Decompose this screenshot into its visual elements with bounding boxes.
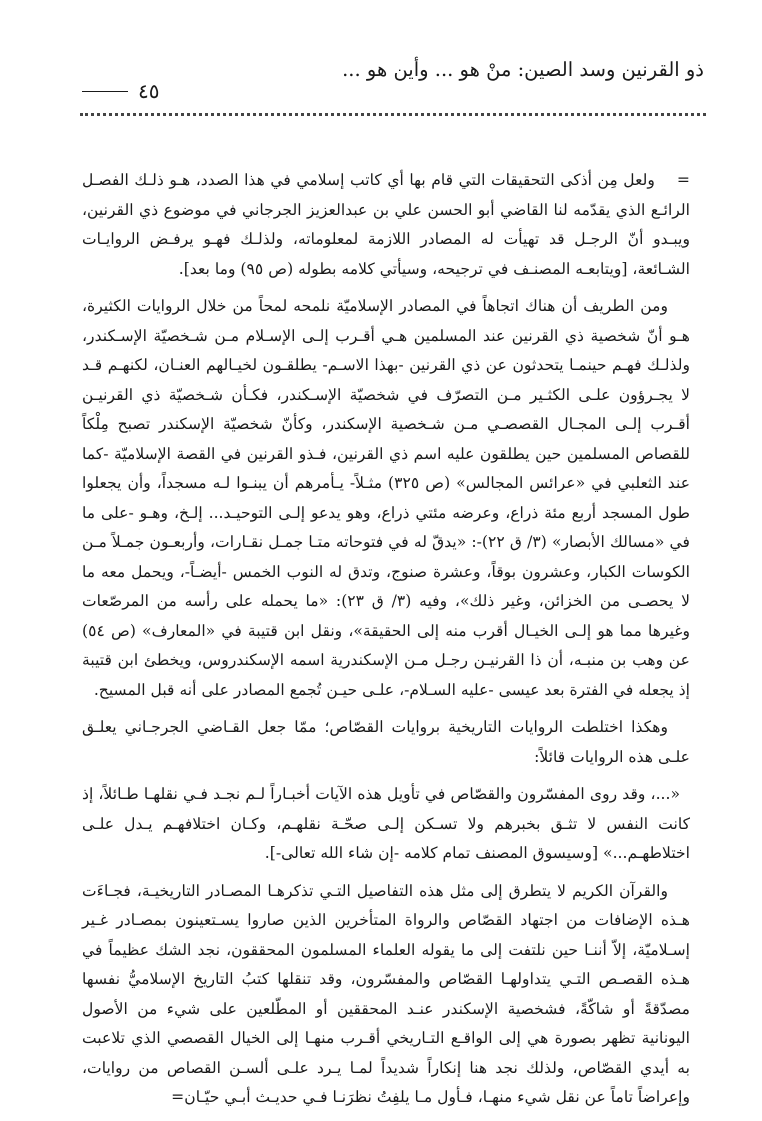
paragraph-text: ولعل مِن أذكى التحقيقات التي قام بها أي كاتب إسلامي في هذا الصدد، هـو ذلـك الفصـل الرائـع الذي يقدّمه لنا القاضي أبو الحسن علي بن عبدالعزيز الجرجاني في موضوع ذي القرنين، ويبـدو أنّ الرجـل قد تهيأت له المصادر اللازمة لمعلوماته، ولذلـك فهـو يرفـض الروايـات الشـائعة، [ويتابعـه المصنـف في ترجيحه، وسيأتي كلامه بطوله (ص ٩٥) وما بعد]. xyxy=(82,171,690,278)
page-number: ٤٥ xyxy=(138,79,160,103)
header-dotted-rule xyxy=(80,113,706,116)
continuation-mark: = xyxy=(676,171,690,189)
page-number-dash xyxy=(82,91,128,92)
running-header-title: ذو القرنين وسد الصين: منْ هو ... وأين هو ... xyxy=(342,58,704,81)
paragraph-text: والقرآن الكريم لا يتطرق إلى مثل هذه التفاصيل التـي تذكرهـا المصـادر التاريخيـة، فجـاءَت هـذه الإضافات من اجتهاد القصّاص والرواة المتأخرين الذين صاروا يسـتعينون بمصـادر غـير إسـلاميّة، إلاّ أننـا حين نلتفت إلى ما يقوله العلماء المسلمون المحققون، نجد الشك عظيماً في هـذه القصـص التـي يتداولهـا القصّاص والمفسّرون، وقد تنقلها كتبُ التاريخ الإسلاميُّ نفسها مصدّقةً أو شاكّةً، فشخصية الإسكندر عنـد المحققين أو المطّلعين على شيء من الأصول اليونانية تظهر بصورة هي إلى الواقـع التـاريخي أقـرب منهـا إلى الخيال القصصي الذي تلاعبت به أيدي القصّاص، ولذلك نجد هنا إنكاراً شديداً لمـا يـرد علـى ألسـن القصاص من روايات، وإعراضاً تاماً عن نقل شيء منهـا، فـأول مـا يلفِتُ نظرَنـا فـي حديـث أبـي حيّـان= xyxy=(82,881,690,1106)
body-text xyxy=(82,166,690,1121)
paragraph xyxy=(82,877,690,1113)
paragraph xyxy=(82,292,690,705)
quoted-paragraph xyxy=(82,780,690,869)
page-number-block xyxy=(82,81,159,101)
paragraph xyxy=(82,713,690,772)
paragraph-text: ومن الطريف أن هناك اتجاهاً في المصادر الإسلاميّة نلمحه لمحاً من خلال الروايات الكثيرة، هـو أنّ شخصية ذي القرنين عند المسلمين هـي أقـرب إلـى الإسـلام مـن شـخصيّة الإسـكندر، ولذلـك فهـم حينمـا يتحدثون عن ذي القرنين -بهذا الاسـم- يطلقـون لخيـالهم العنـان، لكنهـم قـد لا يجـرؤون علـى الكثـير مـن التصرّف في شخصيّة الإسـكندر، فكـأن شـخصيّة ذي القرنيـن أقـرب إلـى المجـال القصصـي مـن شـخصية الإسكندر، وكأنّ شخصيّة الإسكندر تصبح مِلْكاً للقصاص المسلمين حين يطلقون عليه اسم ذي القرنين، فـذو القرنين في القصة الإسلاميّة -كما عند الثعلبي في «عرائس المجالس» (ص ٣٢٥) مثـلاً- يـأمرهم أن يبنـوا لـه مسجداً، وأن يجعلوا طول المسجد أربع مئة ذراع، وعرضه مئتي ذراع، وهو يدعو إلـى التوحيـد... إلـخ، وهـو -على ما في «مسالك الأبصار» (٣/ ق ٢٢)-: «يدقّ له في فتوحاته متـا جمـل نقـارات، وأربعـون جمـلاً مـن الكوسات الكبار، وعشرون بوقاً، وعشرة صنوج، وتدق له النوب الخمس -أيضـاً-، ويحمل معه ما لا يحصـى من الخزائن، وغير ذلك»، وفيه (٣/ ق ٢٣): «ما يحمله على رأسه من المرصّعات وغيرها مما هو إلـى الخيـال أقرب منه إلى الحقيقة»، ونقل ابن قتيبة في «المعارف» (ص ٥٤) عن وهب بن منبـه، أن ذا القرنيـن رجـل مـن الإسكندرية اسمه الإسكندروس، ويخطئ ابن قتيبة إذ يجعله في الفترة بعد عيسى -عليه السـلام-، علـى حيـن تُجمع المصادر على أنه قبل المسيح. xyxy=(82,297,690,699)
paragraph xyxy=(82,166,690,284)
paragraph-text: وهكذا اختلطت الروايات التاريخية بروايات القصّاص؛ ممّا جعل القـاضي الجرجـاني يعلـق علـى هذه الروايات قائلاً: xyxy=(82,718,690,766)
paragraph-text: «...، وقد روى المفسّرون والقصّاص في تأويل هذه الآيات أخبـاراً لـم نجـد فـي نقلهـا طـائلاً، إذ كانت النفس لا تثـق بخبرهم ولا تسـكن إلـى صحّـة نقلهـم، وكـان اختلافهـم يـدل علـى اختلاطهـم...» [وسيسوق المصنف تمام كلامه -إن شاء الله تعالى-]. xyxy=(82,785,690,862)
